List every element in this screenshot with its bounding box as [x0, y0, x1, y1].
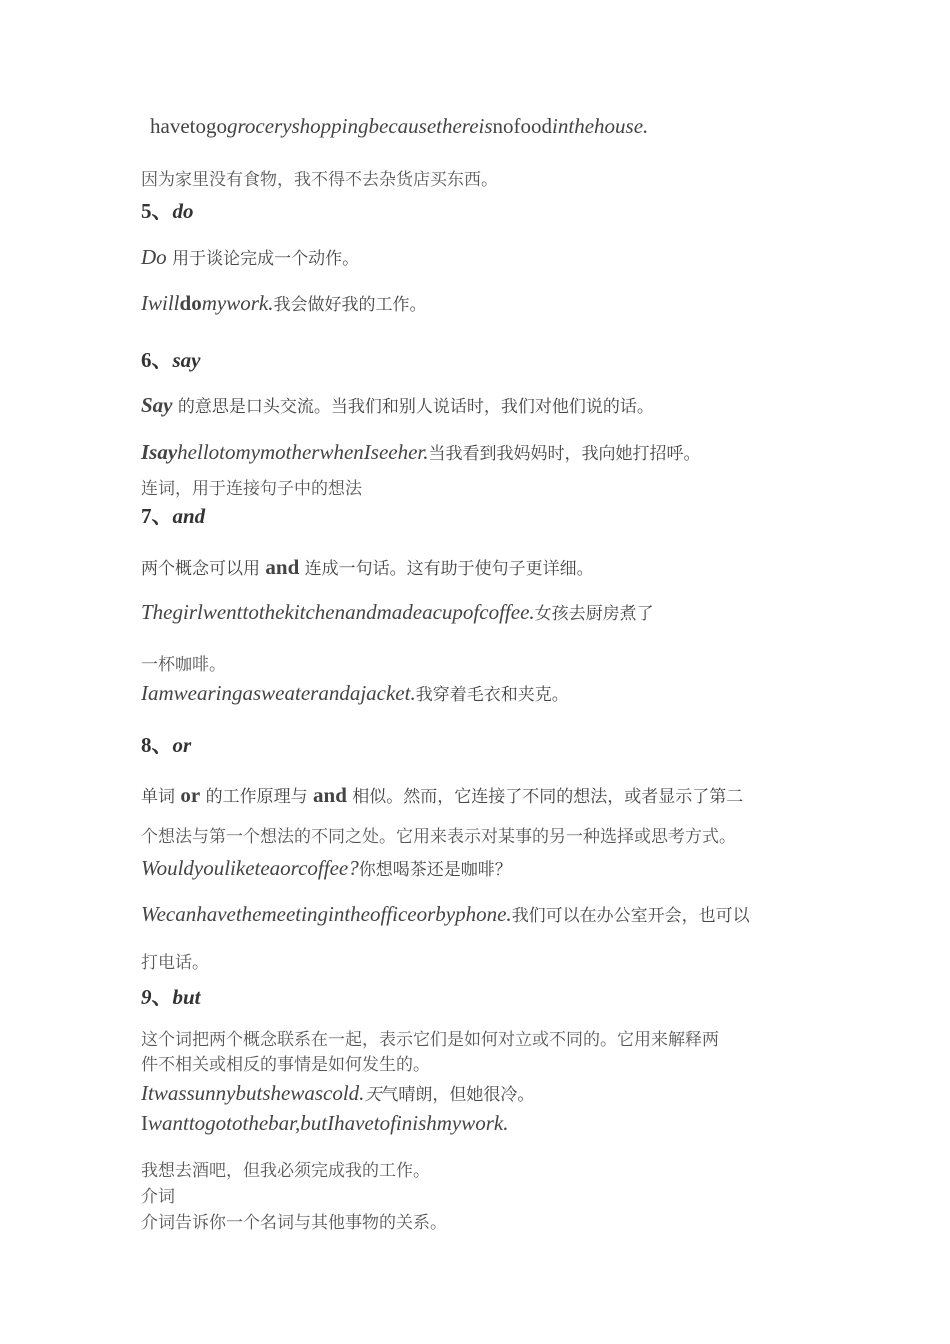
text-run: Itwassunnybutshewascold. [141, 1081, 365, 1105]
example-line-or-1 [141, 855, 512, 881]
paragraph-but-1: 这个词把两个概念联系在一起，表示它们是如何对立或不同的。它用来解释两 [141, 1030, 719, 1050]
text-run: mywork. [201, 291, 274, 315]
keyword: do [179, 291, 202, 315]
paragraph-or-1 [141, 782, 743, 808]
heading-separator: 、 [151, 985, 173, 1009]
heading-word: but [172, 985, 201, 1009]
keyword: Say [141, 393, 173, 417]
section-heading-6 [141, 344, 201, 374]
heading-word: say [172, 348, 201, 372]
paragraph-or-2: 个想法与第一个想法的不同之处。它用来表示对某事的另一种选择或思考方式。 [141, 827, 736, 847]
example-line-or-2 [141, 901, 750, 927]
example-line-but-1 [141, 1080, 534, 1106]
heading-word: or [172, 733, 192, 757]
text-run: havetogo [150, 114, 227, 138]
text-run: 我会做好我的工作。 [273, 295, 427, 315]
example-line-and-2 [141, 680, 569, 706]
text-run: 两个概念可以用 [141, 559, 266, 579]
text-run: 用于谈论完成一个动作。 [166, 249, 360, 269]
text-run: 气晴朗，但她很冷。 [381, 1085, 535, 1105]
translation-line: 因为家里没有食物，我不得不去杂货店买东西。 [141, 170, 498, 190]
text-run: Thegirlwenttothekitchenandmadeacupofcoffee. [141, 600, 535, 624]
example-line-grocery [150, 114, 648, 139]
heading-word: and [172, 504, 206, 528]
heading-word: do [172, 199, 194, 223]
paragraph-but-2: 件不相关或相反的事情是如何发生的。 [141, 1055, 430, 1075]
heading-number: 5、 [141, 199, 173, 223]
paragraph-and [141, 554, 594, 580]
text-run: 天 [364, 1085, 382, 1105]
text-run: nofood [492, 114, 553, 138]
keyword: or [180, 783, 201, 807]
text-run: 连成一句话。这有助于使句子更详细。 [299, 559, 594, 579]
text-run: groceryshoppingbecausethereis [226, 114, 493, 138]
keyword: Do [141, 245, 167, 269]
section-title-preposition: 介词 [141, 1187, 175, 1207]
text-run: Wecanhavethemeetingintheofficeorbyphone. [141, 902, 512, 926]
section-heading-8 [141, 729, 191, 759]
text-run: 的意思是口头交流。当我们和别人说话时，我们对他们说的话。 [172, 397, 654, 417]
text-run: 我穿着毛衣和夹克。 [415, 685, 569, 705]
text-run: 你想喝茶还是咖啡？ [358, 860, 512, 880]
heading-number: 6、 [141, 348, 173, 372]
text-run: 相似。然而，它连接了不同的想法，或者显示了第二 [346, 787, 744, 807]
section-heading-5 [141, 195, 194, 225]
example-line-say [141, 439, 701, 465]
paragraph-do [141, 244, 359, 270]
text-run: Wouldyouliketeaorcoffee? [141, 856, 359, 880]
paragraph-say [141, 392, 654, 418]
translation-line: 一杯咖啡。 [141, 655, 226, 675]
text-run: Isay [141, 440, 178, 464]
text-run: 当我看到我妈妈时，我向她打招呼。 [428, 444, 701, 464]
keyword: and [265, 555, 300, 579]
text-run: wanttogotothebar,butIhavetofinishmywork. [148, 1111, 509, 1135]
text-run: Iwill [141, 291, 180, 315]
keyword: and [313, 783, 347, 807]
text-run: inthehouse. [552, 114, 649, 138]
example-line-but-2 [141, 1111, 508, 1136]
heading-number: 7、 [141, 504, 173, 528]
text-run: 的工作原理与 [200, 787, 314, 807]
translation-line: 我想去酒吧，但我必须完成我的工作。 [141, 1161, 430, 1181]
example-line-and-1 [141, 599, 654, 625]
text-run: 单词 [141, 787, 181, 807]
text-run: Iamwearingasweaterandajacket. [141, 681, 416, 705]
translation-line: 打电话。 [141, 953, 209, 973]
text-run: 我们可以在办公室开会，也可以 [511, 906, 750, 926]
section-heading-7 [141, 500, 205, 530]
heading-number: 9 [141, 985, 152, 1009]
text-run: hellotomymotherwhenIseeher. [177, 440, 429, 464]
text-run: I [141, 1111, 148, 1135]
paragraph-preposition: 介词告诉你一个名词与其他事物的关系。 [141, 1213, 447, 1233]
conjunction-intro: 连词，用于连接句子中的想法 [141, 479, 362, 499]
example-line-do [141, 290, 426, 316]
text-run: 女孩去厨房煮了 [534, 604, 654, 624]
section-heading-9 [141, 981, 201, 1011]
heading-number: 8、 [141, 733, 173, 757]
